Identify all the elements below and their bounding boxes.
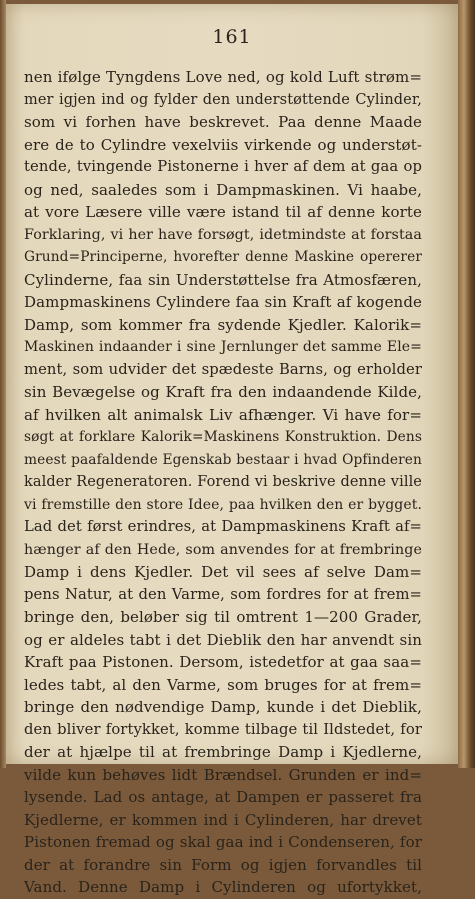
text-line: nen ifølge Tyngdens Love ned, og kold Luft strøm=	[24, 68, 422, 86]
text-line: Kraft paa Pistonen. Dersom, istedetfor at gaa saa=	[24, 653, 422, 671]
page-number: 161	[212, 26, 252, 48]
text-line: og ned, saaledes som i Dampmaskinen. Vi haabe,	[24, 180, 422, 199]
text-line: at vore Læsere ville være istand til af denne korte	[24, 203, 422, 221]
book-edge	[458, 0, 475, 768]
text-line: ledes tabt, al den Varme, som bruges for at frem=	[24, 675, 422, 694]
text-line: pens Natur, at den Varme, som fordres for at frem=	[24, 585, 422, 603]
text-line: og er aldeles tabt i det Dieblik den har anvendt sin	[24, 630, 422, 649]
text-line: vi fremstille den store Idee, paa hvilken den er bygget.	[24, 496, 422, 513]
text-line: vilde kun behøves lidt Brændsel. Grunden er ind=	[24, 765, 422, 784]
text-line: som vi forhen have beskrevet. Paa denne Maade	[24, 113, 422, 131]
text-line: sin Bevægelse og Kraft fra den indaandende Kilde,	[24, 383, 422, 401]
text-line: bringe den nødvendige Damp, kunde i det Dieblik,	[24, 698, 422, 716]
book-page	[6, 4, 458, 896]
text-line: lysende. Lad os antage, at Dampen er passeret fra	[24, 788, 422, 806]
text-line: kalder Regeneratoren. Forend vi beskrive denne ville	[24, 474, 422, 490]
text-line: bringe den, beløber sig til omtrent 1—200 Grader,	[24, 608, 422, 626]
text-line: tende, tvingende Pistonerne i hver af dem at gaa op	[24, 158, 422, 175]
text-line: Kjedlerne, er kommen ind i Cylinderen, har drevet	[24, 810, 422, 829]
text-line: Lad det først erindres, at Dampmaskinens Kraft af=	[24, 518, 422, 535]
text-line: af hvilken alt animalsk Liv afhænger. Vi have for=	[24, 405, 422, 424]
text-line: ment, som udvider det spædeste Barns, og erholder	[24, 360, 422, 378]
text-line: Cylinderne, faa sin Understøttelse fra Atmosfæren,	[24, 270, 422, 289]
text-line: mer igjen ind og fylder den understøttende Cylinder,	[24, 91, 422, 108]
text-line: der at hjælpe til at frembringe Damp i Kjedlerne,	[24, 743, 422, 761]
text-line: Grund=Principerne, hvorefter denne Maskine opererer	[24, 249, 422, 265]
text-line: Damp, som kommer fra sydende Kjedler. Kalorik=	[24, 315, 422, 334]
text-line: søgt at forklare Kalorik=Maskinens Konstruktion. Dens	[24, 429, 422, 445]
text-line: Damp i dens Kjedler. Det vil sees af selve Dam=	[24, 563, 422, 581]
text-line: ere de to Cylindre vexelviis virkende og understøt-	[24, 135, 422, 154]
body-text	[24, 66, 422, 899]
text-line: Forklaring, vi her have forsøgt, idetmindste at forstaa	[24, 226, 422, 243]
text-line: der at forandre sin Form og igjen forvandles til	[24, 855, 422, 874]
text-line: meest paafaldende Egenskab bestaar i hvad Opfinderen	[24, 451, 422, 468]
text-line: hænger af den Hede, som anvendes for at frembringe	[24, 541, 422, 558]
text-line: Pistonen fremad og skal gaa ind i Condenseren, for	[24, 833, 422, 851]
text-line: den bliver fortykket, komme tilbage til Ildstedet, for	[24, 720, 422, 738]
text-line: Vand. Denne Damp i Cylinderen og ufortykket,	[24, 878, 422, 896]
text-line: Maskinen indaander i sine Jernlunger det samme Ele=	[24, 339, 422, 355]
text-line: Dampmaskinens Cylindere faa sin Kraft af kogende	[24, 293, 422, 311]
